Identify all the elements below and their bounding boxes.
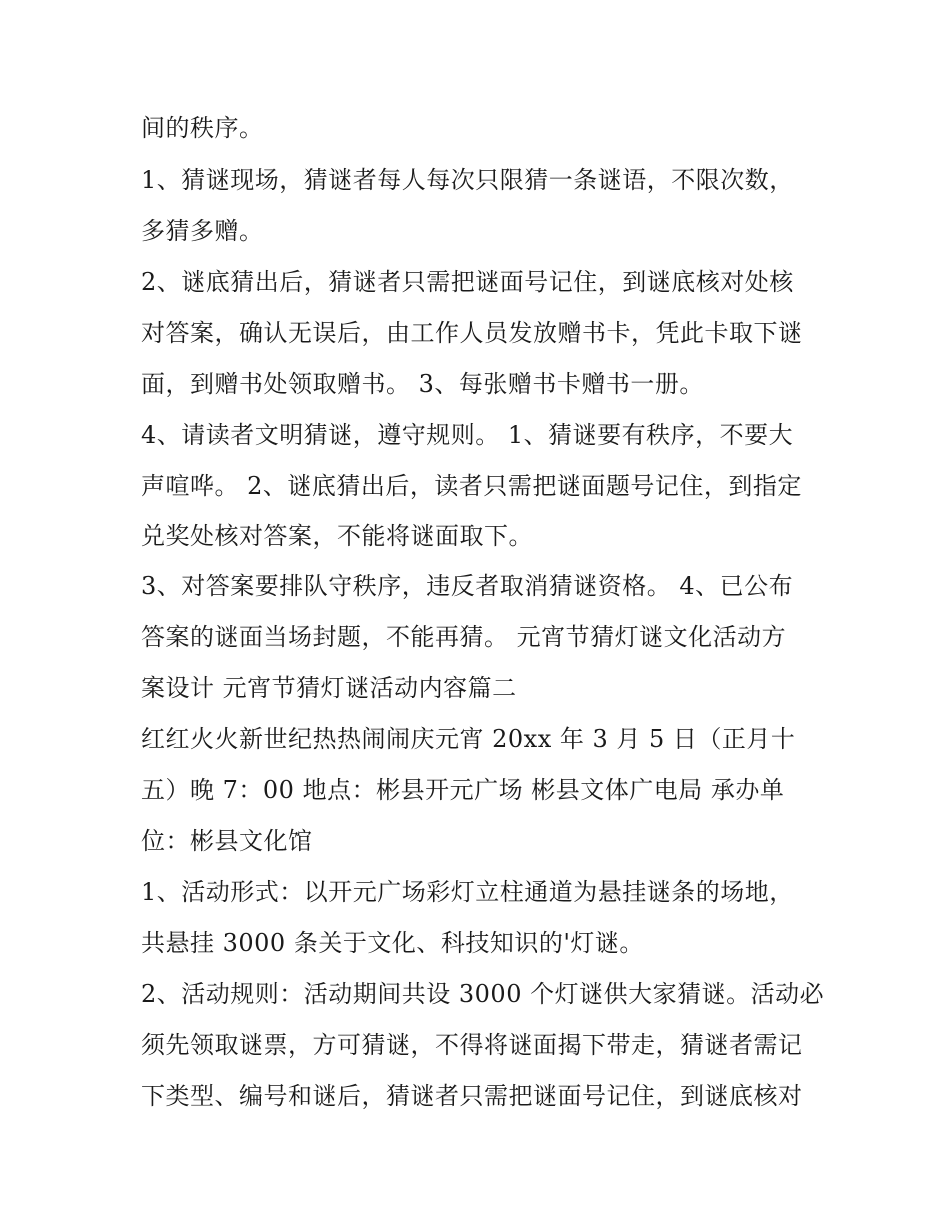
text-line: 1、活动形式：以开元广场彩灯立柱通道为悬挂谜条的场地， — [141, 878, 794, 906]
text-line: 须先领取谜票，方可猜谜，不得将谜面揭下带走，猜谜者需记 — [141, 1031, 803, 1059]
text-line: 4、请读者文明猜谜，遵守规则。 1、猜谜要有秩序，不要大 — [141, 421, 794, 449]
text-line: 1、猜谜现场，猜谜者每人每次只限猜一条谜语，不限次数， — [141, 166, 794, 194]
text-line: 五）晚 7：00 地点：彬县开元广场 彬县文体广电局 承办单 — [141, 776, 785, 804]
text-line: 多猜多赠。 — [141, 217, 264, 245]
text-line: 案设计 元宵节猜灯谜活动内容篇二 — [141, 674, 517, 702]
text-line: 2、活动规则：活动期间共设 3000 个灯谜供大家猜谜。活动必 — [141, 980, 825, 1008]
text-line: 位：彬县文化馆 — [141, 827, 313, 855]
text-line: 间的秩序。 — [141, 114, 264, 142]
text-line: 声喧哗。 2、谜底猜出后，读者只需把谜面题号记住，到指定 — [141, 472, 802, 500]
text-line: 3、对答案要排队守秩序，违反者取消猜谜资格。 4、已公布 — [141, 572, 794, 600]
text-line: 面，到赠书处领取赠书。 3、每张赠书卡赠书一册。 — [141, 370, 704, 398]
text-line: 对答案，确认无误后，由工作人员发放赠书卡，凭此卡取下谜 — [141, 319, 803, 347]
text-line: 共悬挂 3000 条关于文化、科技知识的'灯谜。 — [141, 929, 644, 957]
text-line: 答案的谜面当场封题，不能再猜。 元宵节猜灯谜文化活动方 — [141, 623, 787, 651]
text-line: 2、谜底猜出后，猜谜者只需把谜面号记住，到谜底核对处核 — [141, 268, 794, 296]
text-line: 红红火火新世纪热热闹闹庆元宵 20xx 年 3 月 5 日（正月十 — [141, 725, 796, 753]
text-line: 兑奖处核对答案，不能将谜面取下。 — [141, 522, 533, 550]
text-line: 下类型、编号和谜后，猜谜者只需把谜面号记住，到谜底核对 — [141, 1082, 803, 1110]
